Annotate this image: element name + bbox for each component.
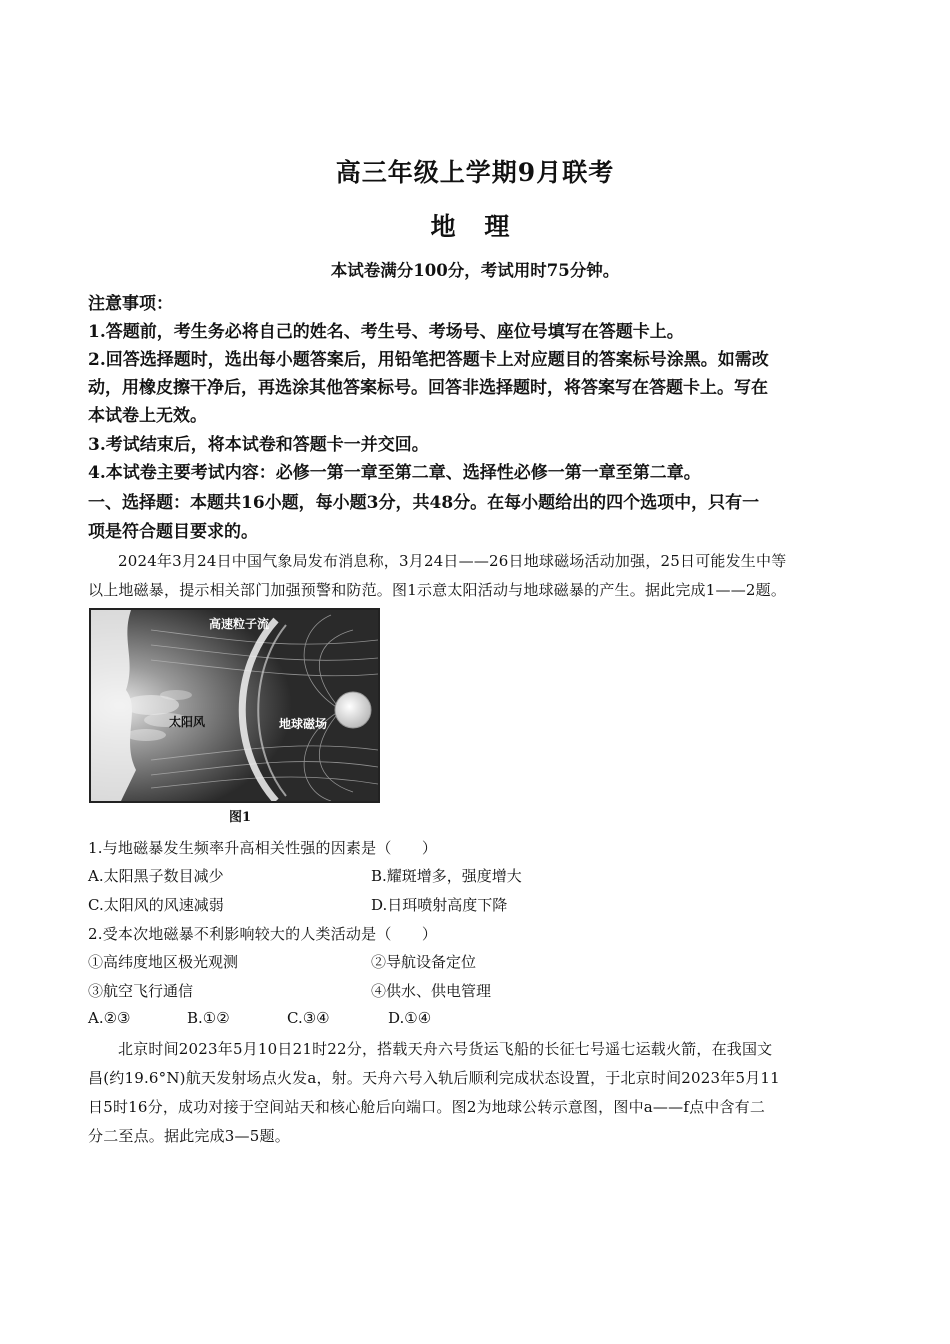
passage-line: 日5时16分，成功对接于空间站天和核心舱后向端口。图2为地球公转示意图，图中a——f点中含有二 bbox=[88, 1098, 766, 1116]
notice-line: 2.回答选择题时，选出每小题答案后，用铅笔把答题卡上对应题目的答案标号涂黑。如需改 bbox=[88, 350, 769, 370]
item-4: ④供水、供电管理 bbox=[371, 982, 492, 1000]
notice-line: 3.考试结束后，将本试卷和答题卡一并交回。 bbox=[88, 435, 429, 455]
option-d: D.①④ bbox=[388, 1009, 432, 1027]
label-particles: 高速粒子流 bbox=[209, 617, 270, 631]
notice-line: 1.答题前，考生务必将自己的姓名、考生号、考场号、座位号填写在答题卡上。 bbox=[88, 322, 684, 342]
section-heading: 一、选择题：本题共16小题，每小题3分，共48分。在每小题给出的四个选项中，只有一 bbox=[88, 493, 760, 513]
option-d: D.日珥喷射高度下降 bbox=[371, 896, 508, 914]
label-magnetic-field: 地球磁场 bbox=[279, 717, 328, 731]
figure-caption: 图1 bbox=[229, 810, 252, 825]
item-1: ①高纬度地区极光观测 bbox=[88, 953, 239, 971]
notice-line: 4.本试卷主要考试内容：必修一第一章至第二章、选择性必修一第一章至第二章。 bbox=[88, 463, 701, 483]
question-stem: 1.与地磁暴发生频率升高相关性强的因素是（ ） bbox=[88, 839, 438, 857]
passage-line: 以上地磁暴，提示相关部门加强预警和防范。图1示意太阳活动与地球磁暴的产生。据此完成1——2题。 bbox=[88, 581, 787, 599]
notice-line: 动，用橡皮擦干净后，再选涂其他答案标号。回答非选择题时，将答案写在答题卡上。写在 bbox=[88, 378, 768, 398]
passage-line: 2024年3月24日中国气象局发布消息称，3月24日——26日地球磁场活动加强，25日可能发生中等 bbox=[118, 552, 787, 570]
item-2: ②导航设备定位 bbox=[371, 953, 477, 971]
notice-line: 本试卷上无效。 bbox=[88, 406, 207, 426]
subject-title: 地 理 bbox=[430, 212, 520, 241]
label-solar-wind: 太阳风 bbox=[169, 715, 206, 729]
exam-info: 本试卷满分100分，考试用时75分钟。 bbox=[330, 261, 620, 280]
exam-title: 高三年级上学期9月联考 bbox=[335, 158, 615, 187]
passage-line: 分二至点。据此完成3—5题。 bbox=[88, 1127, 290, 1145]
passage-line: 昌(约19.6°N)航天发射场点火发a，射。天舟六号入轨后顺利完成状态设置，于北京时间2023年5月11 bbox=[88, 1069, 780, 1087]
item-3: ③航空飞行通信 bbox=[88, 982, 194, 1000]
question-stem: 2.受本次地磁暴不利影响较大的人类活动是（ ） bbox=[88, 925, 438, 943]
passage-line: 北京时间2023年5月10日21时22分，搭载天舟六号货运飞船的长征七号遥七运载火箭，在我国文 bbox=[118, 1040, 773, 1058]
option-a: A.②③ bbox=[88, 1009, 131, 1027]
option-b: B.①② bbox=[187, 1009, 230, 1027]
notice-heading: 注意事项： bbox=[88, 294, 173, 314]
option-c: C.③④ bbox=[287, 1009, 330, 1027]
option-c: C.太阳风的风速减弱 bbox=[88, 896, 224, 914]
option-b: B.耀斑增多，强度增大 bbox=[371, 867, 522, 885]
figure-solar-activity bbox=[89, 608, 380, 803]
option-a: A.太阳黑子数目减少 bbox=[88, 867, 224, 885]
section-heading: 项是符合题目要求的。 bbox=[88, 522, 258, 542]
figure-illustration bbox=[91, 610, 378, 801]
